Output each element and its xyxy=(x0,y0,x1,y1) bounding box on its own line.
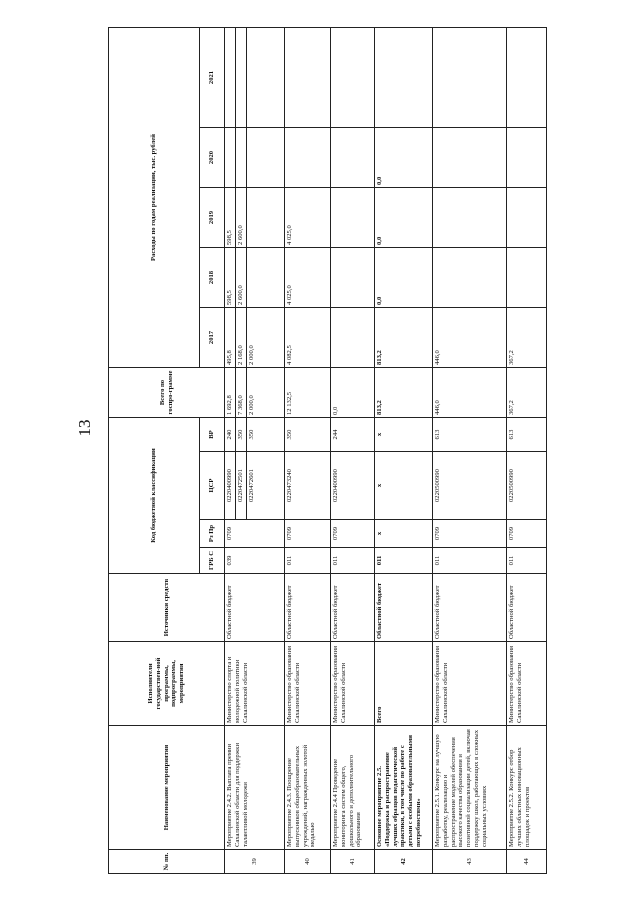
row-name: Мероприятие 2.4.2. Выплата премии Сахалинской области для поддержки талантливой молодежи xyxy=(225,726,285,850)
row-csr: x xyxy=(375,452,433,520)
row-source: Областной бюджет xyxy=(507,574,547,642)
row-2020 xyxy=(331,127,375,187)
header-budget-code: Код бюджетной классификации xyxy=(109,417,200,573)
row-vr: 240 xyxy=(225,417,236,451)
row-2017: 2 000,0 xyxy=(247,307,285,367)
row-2019: 2 600,0 xyxy=(236,187,247,247)
row-2017 xyxy=(331,307,375,367)
row-2018 xyxy=(433,247,507,307)
row-total: 813,2 xyxy=(375,367,433,417)
row-2019: 598,5 xyxy=(225,187,236,247)
row-2019 xyxy=(247,187,285,247)
row-2018 xyxy=(247,247,285,307)
row-2021 xyxy=(433,27,507,127)
row-vr: 244 xyxy=(331,417,375,451)
row-executor: Министерство образования Сахалинской области xyxy=(507,642,547,726)
row-csr: 0220400990 xyxy=(331,452,375,520)
row-2018: 0,0 xyxy=(375,247,433,307)
page-number: 13 xyxy=(75,419,94,437)
row-total: 12 132,5 xyxy=(285,367,331,417)
row-2020 xyxy=(225,127,236,187)
table-row xyxy=(433,27,507,873)
row-total: 0,0 xyxy=(331,367,375,417)
row-2018 xyxy=(331,247,375,307)
row-csr: 0220472601 xyxy=(247,452,285,520)
row-grbs: 011 xyxy=(433,548,507,574)
header-2020: 2020 xyxy=(200,127,225,187)
row-grbs: 011 xyxy=(507,548,547,574)
row-grbs: 011 xyxy=(285,548,331,574)
row-rzpr: 0709 xyxy=(285,520,331,548)
row-2019 xyxy=(331,187,375,247)
row-csr: 0220472501 xyxy=(236,452,247,520)
row-2021 xyxy=(225,27,236,127)
row-2021 xyxy=(331,27,375,127)
row-rzpr: 0709 xyxy=(507,520,547,548)
header-row-1 xyxy=(109,27,200,873)
header-source: Источники средств xyxy=(109,574,225,642)
row-num: 44 xyxy=(507,850,547,874)
header-grbs: ГРБ С xyxy=(200,548,225,574)
row-source: Областной бюджет xyxy=(225,574,285,642)
table-row xyxy=(285,27,331,873)
budget-table xyxy=(108,27,547,874)
row-total: 2 000,0 xyxy=(247,367,285,417)
table-row xyxy=(331,27,375,873)
table-sheet xyxy=(108,28,531,874)
header-2019: 2019 xyxy=(200,187,225,247)
row-csr: 0220400990 xyxy=(225,452,236,520)
row-vr: 613 xyxy=(507,417,547,451)
row-source: Областной бюджет xyxy=(433,574,507,642)
row-vr: 350 xyxy=(236,417,247,451)
row-2018: 2 600,0 xyxy=(236,247,247,307)
row-executor: Всего xyxy=(375,642,433,726)
header-name: Наименование мероприятия xyxy=(109,726,225,850)
row-executor: Министерство образования Сахалинской области xyxy=(433,642,507,726)
header-num: № пп. xyxy=(109,850,225,874)
row-rzpr: 0709 xyxy=(433,520,507,548)
row-2019 xyxy=(507,187,547,247)
row-num: 42 xyxy=(375,850,433,874)
row-executor: Министерство спорта и молодежной политики Сахалинской области xyxy=(225,642,285,726)
row-2017: 367,2 xyxy=(507,307,547,367)
row-2019: 4 025,0 xyxy=(285,187,331,247)
row-2017: 2 168,0 xyxy=(236,307,247,367)
row-executor: Министерство образования Сахалинской области xyxy=(331,642,375,726)
row-2020: 0,0 xyxy=(375,127,433,187)
header-2017: 2017 xyxy=(200,307,225,367)
row-grbs: 011 xyxy=(375,548,433,574)
row-total: 7 368,0 xyxy=(236,367,247,417)
row-csr: 0220473240 xyxy=(285,452,331,520)
row-grbs: 039 xyxy=(225,548,285,574)
row-2020 xyxy=(507,127,547,187)
row-total: 367,2 xyxy=(507,367,547,417)
header-2018: 2018 xyxy=(200,247,225,307)
table-row xyxy=(375,27,433,873)
header-csr: ЦСР xyxy=(200,452,225,520)
header-total: Всего по госпро-грамме xyxy=(109,367,225,417)
row-rzpr: 0709 xyxy=(331,520,375,548)
row-num: 39 xyxy=(225,850,285,874)
row-rzpr: x xyxy=(375,520,433,548)
row-2017: 813,2 xyxy=(375,307,433,367)
row-executor: Министерство образования Сахалинской области xyxy=(285,642,331,726)
row-vr: x xyxy=(375,417,433,451)
row-2020 xyxy=(247,127,285,187)
row-2018: 598,5 xyxy=(225,247,236,307)
row-vr: 613 xyxy=(433,417,507,451)
row-vr: 350 xyxy=(285,417,331,451)
row-2017: 446,0 xyxy=(433,307,507,367)
header-rzpr: Рз Пр xyxy=(200,520,225,548)
header-expenses: Расходы по годам реализации, тыс. рублей xyxy=(109,27,200,367)
row-name: Мероприятие 2.4.4 Проведение мониторинга систем общего, дошкольного и дополнительного образования xyxy=(331,726,375,850)
row-2018 xyxy=(507,247,547,307)
table-row xyxy=(225,27,236,873)
row-name: Мероприятие 2.5.1. Конкурс на лучшую разработку, реализацию и распространение моделей обеспечения высокого качества образования и позитивной социализации детей, включая поддержку школ, работающих в сложных социальных условиях xyxy=(433,726,507,850)
row-num: 43 xyxy=(433,850,507,874)
row-2021 xyxy=(375,27,433,127)
row-2019 xyxy=(433,187,507,247)
row-source: Областной бюджет xyxy=(375,574,433,642)
row-source: Областной бюджет xyxy=(285,574,331,642)
row-num: 40 xyxy=(285,850,331,874)
row-name: Основное мероприятие 2.5. «Поддержка и распространение лучших образцов педагогической практики, в том числе по работе с детьми с особыми образовательными потребностями» xyxy=(375,726,433,850)
row-rzpr: 0709 xyxy=(225,520,285,548)
header-2021: 2021 xyxy=(200,27,225,127)
header-vr: ВР xyxy=(200,417,225,451)
table-row xyxy=(507,27,547,873)
row-2017: 4 082,5 xyxy=(285,307,331,367)
row-2017: 495,8 xyxy=(225,307,236,367)
row-name: Мероприятие 2.5.2. Конкурс отбор лучших областных инновационных площадок и проектов xyxy=(507,726,547,850)
row-csr: 0220500990 xyxy=(507,452,547,520)
row-2021 xyxy=(236,27,247,127)
row-2020 xyxy=(285,127,331,187)
row-2020 xyxy=(433,127,507,187)
row-grbs: 011 xyxy=(331,548,375,574)
row-2020 xyxy=(236,127,247,187)
row-2021 xyxy=(507,27,547,127)
row-2021 xyxy=(247,27,285,127)
row-source: Областной бюджет xyxy=(331,574,375,642)
row-total: 446,0 xyxy=(433,367,507,417)
row-total: 1 692,8 xyxy=(225,367,236,417)
row-2018: 4 025,0 xyxy=(285,247,331,307)
row-num: 41 xyxy=(331,850,375,874)
row-2021 xyxy=(285,27,331,127)
row-vr: 350 xyxy=(247,417,285,451)
header-executor: Исполнители государствен-ной программы, подпрограммы, мероприятия xyxy=(109,642,225,726)
row-2019: 0,0 xyxy=(375,187,433,247)
row-name: Мероприятие 2.4.3. Поощрение выпускников общеобразовательных учреждений, награжденных золотой медалью xyxy=(285,726,331,850)
row-csr: 0220500990 xyxy=(433,452,507,520)
